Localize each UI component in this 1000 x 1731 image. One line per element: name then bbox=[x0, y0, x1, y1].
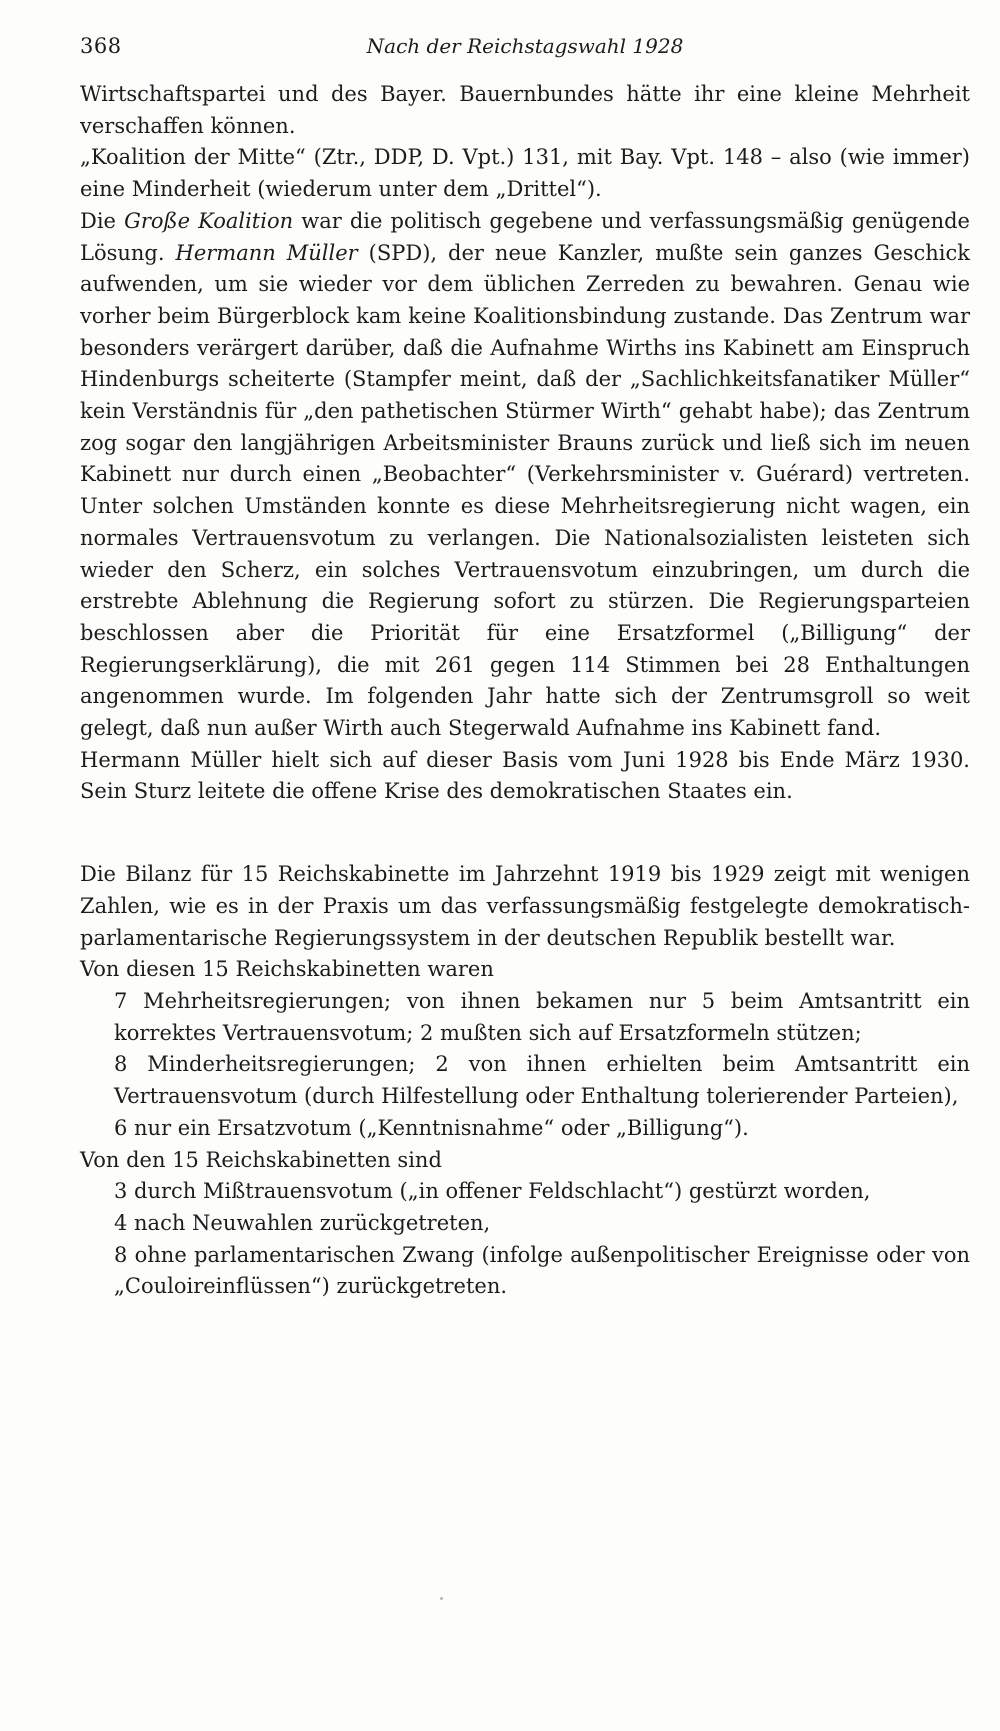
list-heading: Von diesen 15 Reichskabinetten waren bbox=[80, 957, 494, 982]
list-item: 4 nach Neuwahlen zurückgetreten, bbox=[114, 1210, 491, 1235]
list-item: 8 Minderheitsregierungen; 2 von ihnen erhielten beim Amtsantritt ein Vertrauensvotum (durch Hilfestellung oder Enthaltung tolerierender Parteien), bbox=[114, 1052, 970, 1109]
print-speck bbox=[440, 1597, 443, 1600]
text-run: (SPD), der neue Kanzler, mußte sein ganzes Geschick aufwenden, um sie wieder vor dem üblichen Zerreden zu bewahren. Genau wie vorher beim Bürgerblock kam keine Koalitionsbindung zustande. Das Zentrum war besonders verärgert darüber, daß die Aufnahme Wirths ins Kabinett am Einspruch Hindenburgs scheiterte (Stampfer meint, daß der „Sachlichkeitsfanatiker Müller“ kein Verständnis für „den pathetischen Stürmer Wirth“ gehabt habe); das Zentrum zog sogar den langjährigen Arbeitsminister Brauns zurück und ließ sich im neuen Kabinett nur durch einen „Beobachter“ (Verkehrsminister v. Guérard) vertreten. Unter solchen Umständen konnte es diese Mehrheitsregierung nicht wagen, ein normales Vertrauensvotum zu verlangen. Die Nationalsozialisten leisteten sich wieder den Scherz, ein solches Vertrauensvotum einzubringen, um durch die erstrebte Ablehnung die Regierung sofort zu stürzen. Die Regierungsparteien beschlossen aber die Priorität für eine Ersatzformel („Billigung“ der Regierungserklärung), die mit 261 gegen 114 Stimmen bei 28 Enthaltungen angenommen wurde. Im folgenden Jahr hatte sich der Zentrumsgroll so weit gelegt, daß nun außer Wirth auch Stegerwald Aufnahme ins Kabinett fand. bbox=[80, 240, 971, 741]
paragraph: „Koalition der Mitte“ (Ztr., DDP, D. Vpt.) 131, mit Bay. Vpt. 148 – also (wie immer) eine Minderheit (wiederum unter dem „Drittel“). bbox=[80, 145, 970, 202]
list-heading: Von den 15 Reichskabinetten sind bbox=[80, 1147, 442, 1172]
paragraph: Wirtschaftspartei und des Bayer. Bauernbundes hätte ihr eine kleine Mehrheit verschaffen können. bbox=[80, 82, 970, 138]
list bbox=[114, 986, 970, 1145]
section-gap bbox=[80, 808, 970, 859]
page-body bbox=[80, 79, 970, 1303]
emphasis-term: Große Koalition bbox=[124, 208, 294, 233]
list-item: 7 Mehrheitsregierungen; von ihnen bekamen nur 5 beim Amtsantritt ein korrektes Vertrauensvotum; 2 mußten sich auf Ersatzformeln stützen; bbox=[114, 988, 970, 1045]
list-item: 8 ohne parlamentarischen Zwang (infolge außenpolitischer Ereignisse oder von „Couloireinflüssen“) zurückgetreten. bbox=[114, 1242, 970, 1299]
list bbox=[114, 1176, 970, 1303]
running-title: Nach der Reichstagswahl 1928 bbox=[366, 34, 684, 58]
page-header bbox=[80, 34, 970, 70]
emphasis-name: Hermann Müller bbox=[175, 240, 358, 265]
paragraph: Die Bilanz für 15 Reichskabinette im Jahrzehnt 1919 bis 1929 zeigt mit wenigen Zahlen, wie es in der Praxis um das verfassungsmäßig festgelegte demokratisch-parlamentarische Regierungssystem in der deutschen Republik bestellt war. bbox=[80, 862, 970, 950]
paragraph bbox=[80, 206, 970, 745]
list-item: 6 nur ein Ersatzvotum („Kenntnisnahme“ oder „Billigung“). bbox=[114, 1115, 749, 1140]
list-item: 3 durch Mißtrauensvotum („in offener Feldschlacht“) gestürzt worden, bbox=[114, 1179, 871, 1204]
paragraph: Hermann Müller hielt sich auf dieser Basis vom Juni 1928 bis Ende März 1930. Sein Sturz leitete die offene Krise des demokratischen Staates ein. bbox=[80, 747, 970, 804]
text-run: war die politisch gegebene und verfassungsmäßig genügende Lösung. bbox=[80, 208, 970, 265]
text-run: Die bbox=[80, 208, 125, 233]
page-number: 368 bbox=[80, 34, 122, 58]
